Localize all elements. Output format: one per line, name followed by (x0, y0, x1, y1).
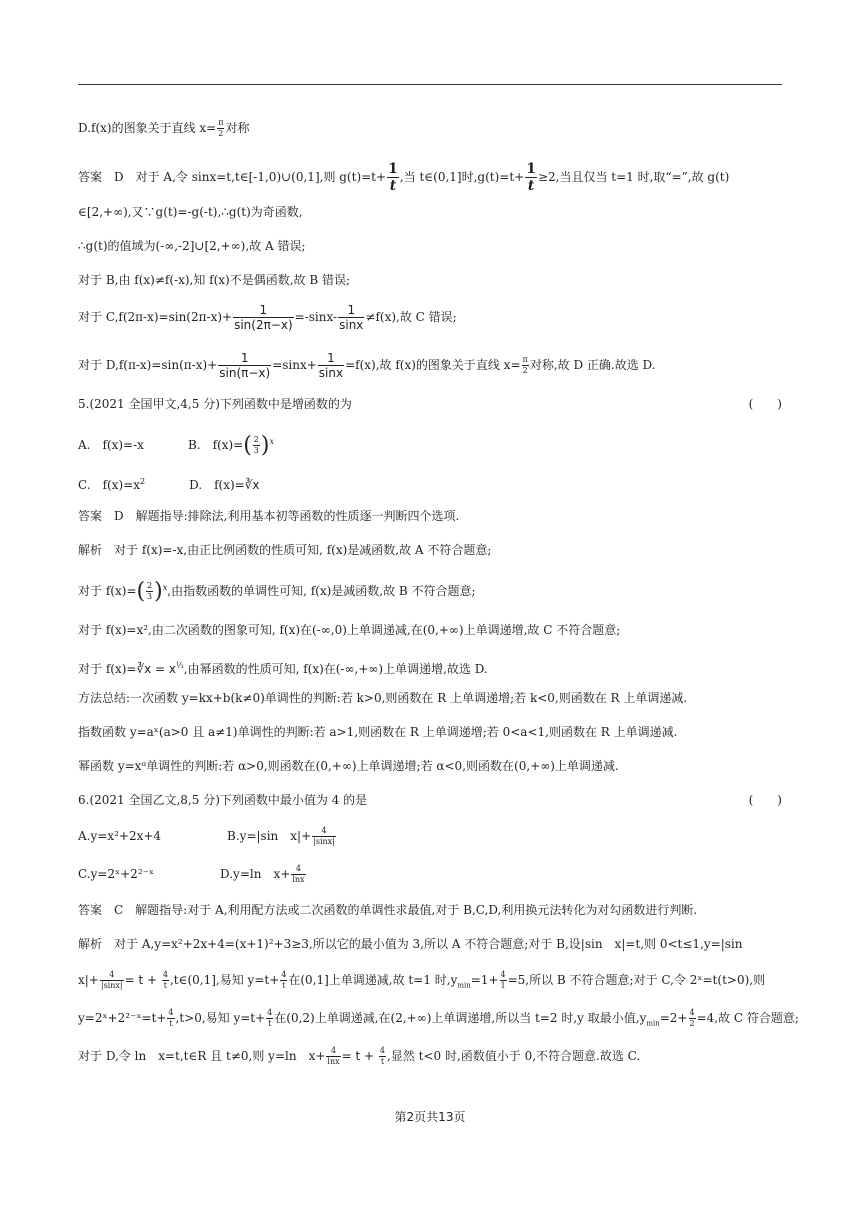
method-summary-3: 幂函数 y=xᵅ单调性的判断:若 α>0,则函数在(0,+∞)上单调递增;若 α<0,则函数在(0,+∞)上单调递减. (78, 759, 619, 773)
analysis-5-b: 对于 f(x)=( $\frac{2}{3}$ )$^x$,由指数函数的单调性可知, f(x)是减函数,故 B 不符合题意; (78, 578, 476, 604)
analysis-6-d: 对于 D,令 ln x=t,t∈R 且 t≠0,则 y=ln x+ $\frac{4}{\ln x}$ = t + $\frac{4}{t}$ ,显然 t<0 时,函数值小于 0,不符合题意.故选 C. (78, 1046, 641, 1066)
answer-line-6: 对于 D,f(π-x)=sin(π-x)+ $\frac{1}{\sin(\pi-x)}$ =sinx+ $\frac{1}{\sin x}$ =f(x),故 f(x)的图象关于直线 x= $\frac{\pi}{2}$ 对称,故 D 正确.故选 D. (78, 351, 656, 380)
analysis-6-c: y=2ˣ+2²⁻ˣ=t+ $\frac{4}{t}$ ,t>0,易知 y=t+ $\frac{4}{t}$ 在(0,2)上单调递减,在(2,+∞)上单调递增,所以当 t=2 时,y 取最小值$,y_{min}=2+$ $\frac{4}{2}$ =4,故 C 符合题意; (78, 1008, 799, 1028)
question-5-options-cd: C. $f(x)=x^2$ D. f(x)=∛x (78, 477, 260, 492)
question-6: 6.(2021 全国乙文,8,5 分)下列函数中最小值为 4 的是 ( ) (78, 793, 782, 807)
answer-6: 答案 C 解题指导:对于 A,利用配方法或二次函数的单调性求最值,对于 B,C,D,利用换元法转化为对勾函数进行判断. (78, 903, 698, 917)
option-d-line: D.f(x)的图象关于直线 x= $\frac{\pi}{2}$ 对称 (78, 118, 250, 138)
question-5: 5.(2021 全国甲文,4,5 分)下列函数中是增函数的为 ( ) (78, 397, 782, 411)
analysis-5-a: 解析 对于 f(x)=-x,由正比例函数的性质可知, f(x)是减函数,故 A 不符合题意; (78, 543, 492, 557)
analysis-6-b: x|+ $\frac{4}{|\sin x|}$ = t + $\frac{4}{t}$ ,t∈(0,1],易知 y=t+ $\frac{4}{t}$ 在(0,1]上单调递减,故 t=1 时$,y_{min}=1+$ $\frac{4}{1}$ =5,所以 B 不符合题意;对于 C,令 2ˣ=t(t>0),则 (78, 970, 766, 990)
answer-line-4: 对于 B,由 f(x)≠f(-x),知 f(x)不是偶函数,故 B 错误; (78, 273, 351, 287)
answer-line-3: ∴g(t)的值域为(-∞,-2]∪[2,+∞),故 A 错误; (78, 239, 306, 253)
analysis-6-a: 解析 对于 A,y=x²+2x+4=(x+1)²+3≥3,所以它的最小值为 3,所以 A 不符合题意;对于 B,设|sin x|=t,则 0<t≤1,y=|sin (78, 937, 743, 951)
analysis-5-d: 对于 f(x)=∛x = $x^{\frac{1}{3}}$,由幂函数的性质可知, f(x)在(-∞,+∞)上单调递增,故选 D. (78, 661, 488, 676)
answer-line-2: ∈[2,+∞),又∵g(t)=-g(-t),∴g(t)为奇函数, (78, 205, 303, 219)
method-summary-1: 方法总结:一次函数 y=kx+b(k≠0)单调性的判断:若 k>0,则函数在 R 上单调递增;若 k<0,则函数在 R 上单调递减. (78, 691, 688, 705)
question-6-options-ab: A.y=x²+2x+4 B.y=|sin x|+ $\frac{4}{|\sin x|}$ (78, 826, 335, 846)
analysis-5-c: 对于 f(x)=x²,由二次函数的图象可知, f(x)在(-∞,0)上单调递减,在(0,+∞)上单调递增,故 C 不符合题意; (78, 623, 621, 637)
answer-line-1: 答案 D 对于 A,令 sinx=t,t∈[-1,0)∪(0,1],则 g(t)=t+ $\frac{1}{t}$ ,当 t∈(0,1]时,g(t)=t+ $\frac{1}{t}$ ≥2,当且仅当 t=1 时,取“=”,故 g(t) (78, 161, 730, 194)
answer-line-5: 对于 C,f(2π-x)=sin(2π-x)+ $\frac{1}{\sin(2\pi-x)}$ =-sinx- $\frac{1}{\sin x}$ ≠f(x),故 C 错误; (78, 303, 457, 332)
question-6-options-cd: C.y=2ˣ+2²⁻ˣ D.y=ln x+ $\frac{4}{\ln x}$ (78, 864, 305, 884)
header-rule (78, 84, 782, 85)
question-5-options-ab: A. f(x)=-x B. f(x)=( $\frac{2}{3}$ )$^x$ (78, 432, 274, 458)
method-summary-2: 指数函数 y=aˣ(a>0 且 a≠1)单调性的判断:若 a>1,则函数在 R 上单调递增;若 0<a<1,则函数在 R 上单调递减. (78, 725, 678, 739)
page-footer: 第2页共13页 (394, 1110, 466, 1124)
answer-5: 答案 D 解题指导:排除法,利用基本初等函数的性质逐一判断四个选项. (78, 509, 460, 523)
